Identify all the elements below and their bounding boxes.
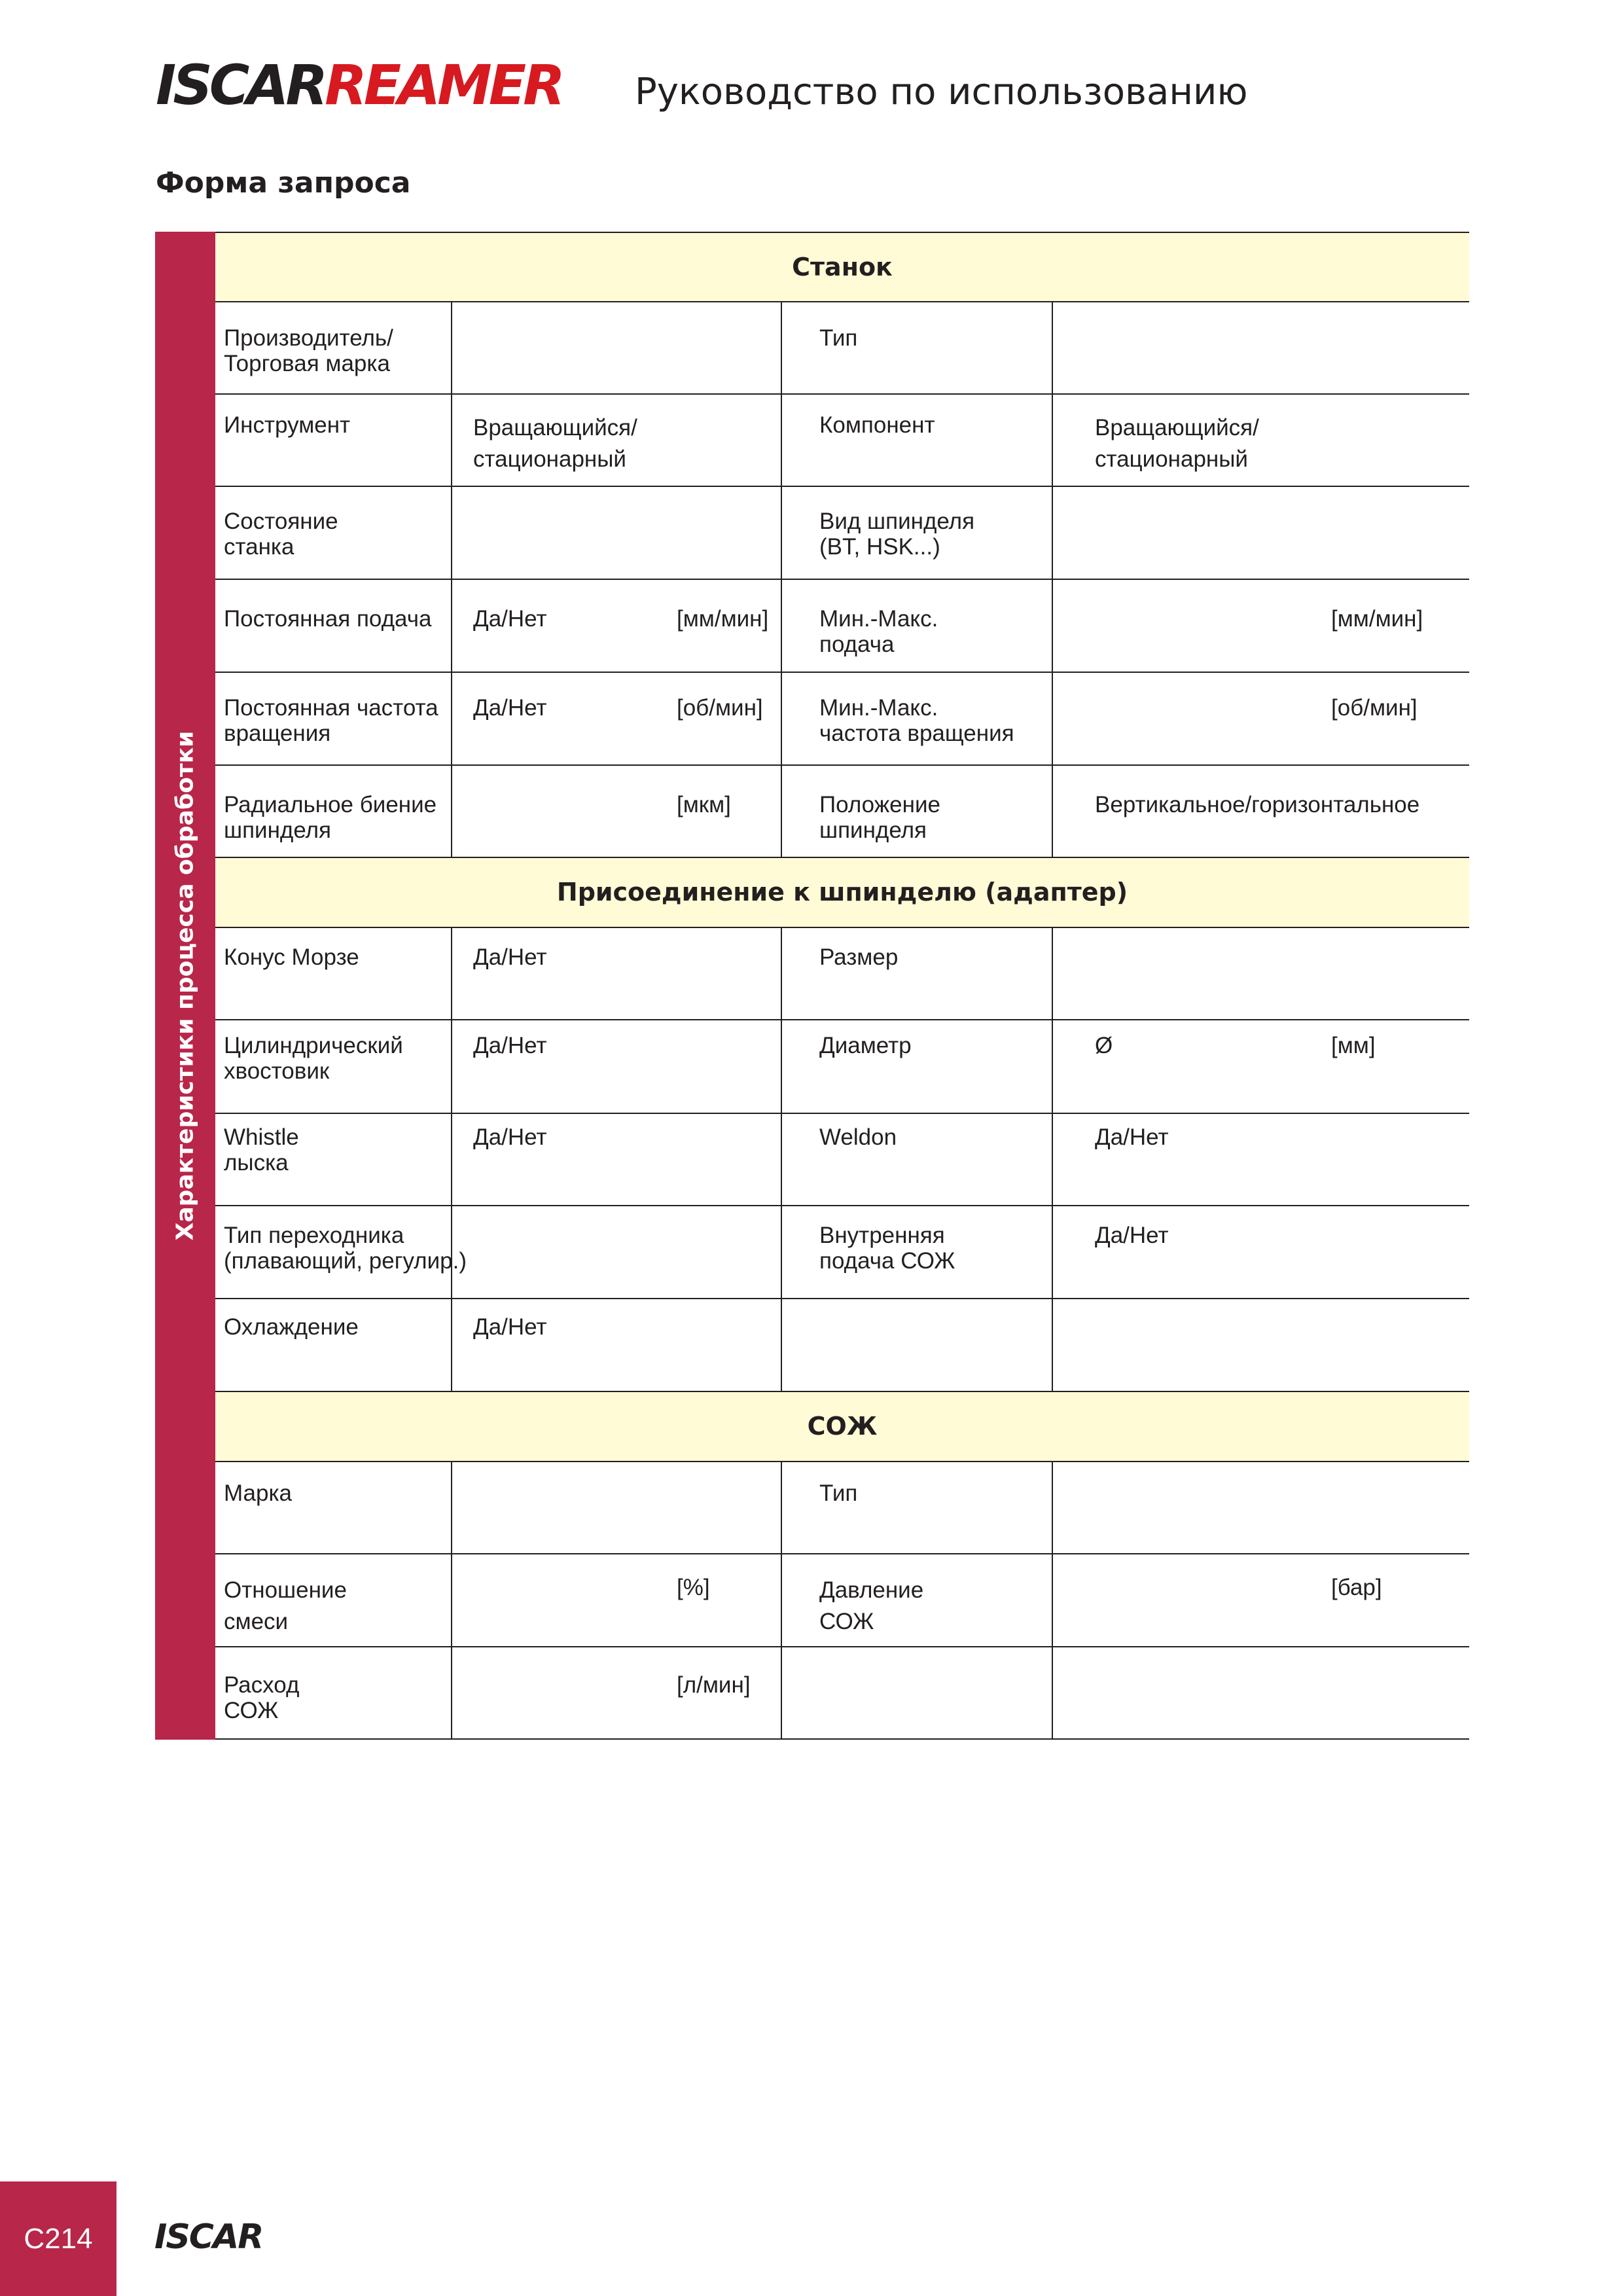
grid-line: [215, 1205, 1469, 1206]
unit-flow: [л/мин]: [677, 1672, 751, 1698]
label-coolant-pressure: Давление СОЖ: [819, 1577, 924, 1635]
page-number-text: C214: [24, 2222, 93, 2255]
grid-line: [781, 927, 782, 1391]
value-cooling: Да/Нет: [473, 1314, 547, 1340]
label-constant-speed: Постоянная частота вращения: [224, 695, 438, 747]
logo-brand-part1: ISCAR: [156, 53, 325, 117]
label-internal-coolant: Внутренняя подача СОЖ: [819, 1223, 955, 1274]
logo-brand-part2: REAMER: [325, 53, 562, 117]
label-size: Размер: [819, 944, 899, 970]
process-sidebar: [155, 232, 215, 1740]
value-constant-feed: Да/Нет: [473, 606, 547, 632]
grid-line: [215, 764, 1469, 766]
grid-line: [451, 1461, 452, 1739]
unit-speed: [об/мин]: [677, 695, 763, 721]
unit-diameter: [мм]: [1331, 1033, 1376, 1058]
grid-line: [1052, 1461, 1053, 1739]
value-weldon: Да/Нет: [1095, 1124, 1169, 1150]
label-coolant-brand: Марка: [224, 1480, 293, 1506]
label-cooling: Охлаждение: [224, 1314, 359, 1340]
label-min-max-feed: Мин.-Макс. подача: [819, 606, 938, 658]
grid-line: [215, 1019, 1469, 1020]
label-type: Тип: [819, 325, 858, 351]
grid-line: [781, 301, 782, 857]
grid-line: [1052, 927, 1053, 1391]
unit-min-max-speed: [об/мин]: [1331, 695, 1418, 721]
grid-line: [215, 1298, 1469, 1299]
value-component-rotation: Вращающийся/ стационарный: [1095, 415, 1259, 473]
grid-line: [215, 1461, 1469, 1462]
label-whistle-flat: Whistle лыска: [224, 1124, 299, 1176]
unit-mix-ratio: [%]: [677, 1575, 710, 1600]
label-spindle-type: Вид шпинделя (BT, HSK...): [819, 509, 975, 560]
value-cylindrical-shank: Да/Нет: [473, 1033, 547, 1058]
iscar-reamer-logo: [156, 53, 562, 117]
grid-line: [215, 1646, 1469, 1647]
page-number: [0, 2181, 116, 2296]
section-machine: Станок: [215, 233, 1469, 301]
unit-min-max-feed: [мм/мин]: [1331, 606, 1423, 632]
unit-pressure: [бар]: [1331, 1575, 1382, 1600]
grid-line: [215, 1391, 1469, 1392]
sidebar-label: Характеристики процесса обработки: [171, 730, 199, 1241]
grid-line: [215, 1738, 1469, 1740]
label-weldon: Weldon: [819, 1124, 897, 1150]
value-constant-speed: Да/Нет: [473, 695, 547, 721]
label-cylindrical-shank: Цилиндрический хвостовик: [224, 1033, 403, 1085]
grid-line: [215, 1553, 1469, 1554]
label-morse-taper: Конус Морзе: [224, 944, 359, 970]
label-tool: Инструмент: [224, 412, 351, 438]
label-adapter-type: Тип переходника (плавающий, регулир.): [224, 1223, 467, 1274]
grid-line: [215, 927, 1469, 928]
label-coolant-flow: Расход СОЖ: [224, 1672, 300, 1724]
label-spindle-runout: Радиальное биение шпинделя: [224, 792, 437, 844]
label-machine-condition: Состояние станка: [224, 509, 338, 560]
form-title: Форма запроса: [156, 166, 411, 200]
label-diameter: Диаметр: [819, 1033, 912, 1058]
label-manufacturer: Производитель/ Торговая марка: [224, 325, 393, 377]
label-mix-ratio: Отношение смеси: [224, 1577, 347, 1635]
label-component: Компонент: [819, 412, 935, 438]
value-tool-rotation: Вращающийся/ стационарный: [473, 415, 637, 473]
grid-line: [215, 857, 1469, 858]
label-coolant-type: Тип: [819, 1480, 858, 1506]
label-constant-feed: Постоянная подача: [224, 606, 432, 632]
grid-line: [215, 486, 1469, 487]
value-morse-taper: Да/Нет: [473, 944, 547, 970]
document-title: Руководство по использованию: [635, 71, 1248, 113]
grid-line: [215, 232, 1469, 233]
footer-brand: ISCAR: [154, 2217, 263, 2257]
grid-line: [781, 1461, 782, 1739]
label-min-max-speed: Мин.-Макс. частота вращения: [819, 695, 1014, 747]
grid-line: [215, 393, 1469, 395]
grid-line: [1052, 301, 1053, 857]
grid-line: [215, 579, 1469, 580]
grid-line: [215, 1113, 1469, 1114]
value-diameter-symbol: Ø: [1095, 1033, 1113, 1058]
label-spindle-position: Положение шпинделя: [819, 792, 940, 844]
grid-line: [215, 301, 1469, 302]
grid-line: [451, 927, 452, 1391]
unit-feed: [мм/мин]: [677, 606, 769, 632]
section-adapter: Присоединение к шпинделю (адаптер): [215, 857, 1469, 927]
grid-line: [215, 672, 1469, 673]
section-coolant: СОЖ: [215, 1391, 1469, 1461]
grid-line: [451, 301, 452, 857]
value-whistle-flat: Да/Нет: [473, 1124, 547, 1150]
value-internal-coolant: Да/Нет: [1095, 1223, 1169, 1248]
value-spindle-position: Вертикальное/горизонтальное: [1095, 792, 1420, 817]
unit-runout: [мкм]: [677, 792, 731, 817]
